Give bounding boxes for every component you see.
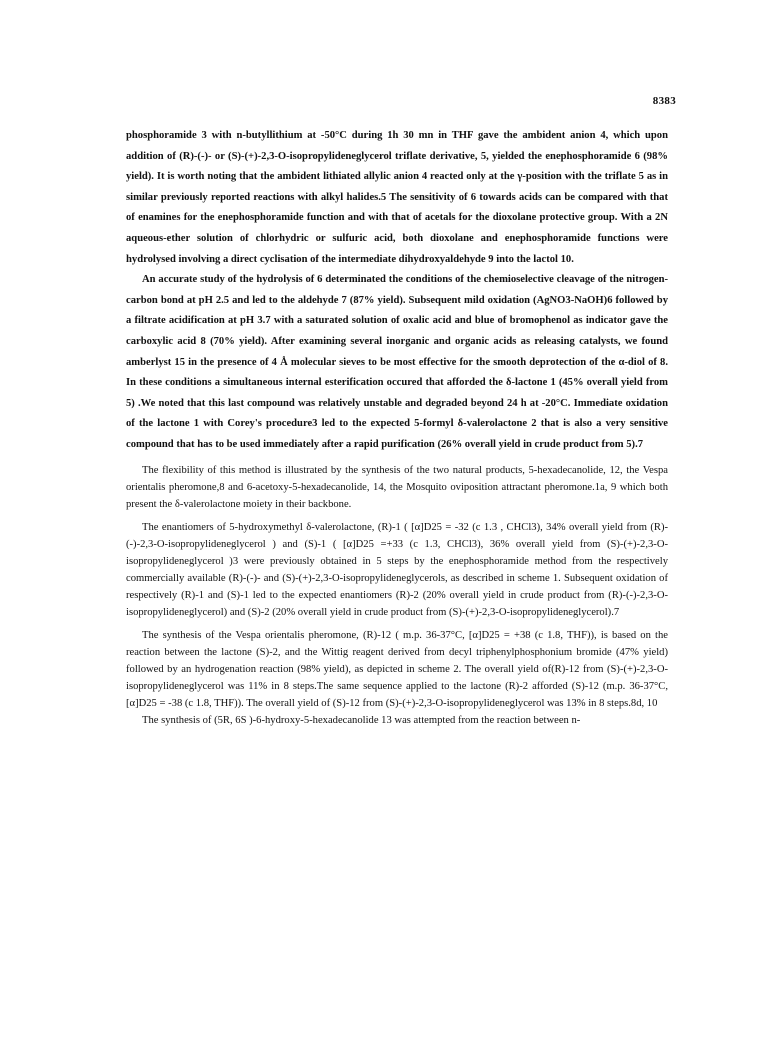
- paragraph-2: An accurate study of the hydrolysis of 6 determinated the conditions of the chemioselective cleavage of the nitrogen-carbon bond at pH 2.5 and led to the aldehyde 7 (87% yield). Subsequent mild oxidation (AgNO3-NaOH)6 followed by a filtrate acidification at pH 3.7 with a saturated solution of oxalic acid and blue of bromophenol as indicator gave the carboxylic acid 8 (70% yield). After examining several inorganic and organic acids as releasing catalysts, we found amberlyst 15 in the presence of 4 Å molecular sieves to be most effective for the smooth deprotection of the α-diol of 8. In these conditions a simultaneous internal esterification occured that afforded the δ-lactone 1 (45% overall yield from 5) .We noted that this last compound was relatively unstable and degraded beyond 24 h at -20°C. Immediate oxidation of the lactone 1 with Corey's procedure3 led to the expected 5-formyl δ-valerolactone 2 that is also a very sensitive compound that has to be used immediately after a rapid purification (26% overall yield in crude product from 5).7: [126, 274, 668, 450]
- paragraph-4: The enantiomers of 5-hydroxymethyl δ-valerolactone, (R)-1 ( [α]D25 = -32 (c 1.3 , CHCl3), 34% overall yield from (R)-(-)-2,3-O-isopropylideneglycerol ) and (S)-1 ( [α]D25 =+33 (c 1.3, CHCl3), 36% overall yield from (S)-(+)-2,3-O-isopropylideneglycerol )3 were previously obtained in 5 steps by the enephosphoramide method from the respectively commercially available (R)-(-)- and (S)-(+)-2,3-O-isopropylideneglycerols, as described in scheme 1. Subsequent oxidation of respectively (R)-1 and (S)-1 led to the expected enantiomers (R)-2 (20% overall yield in crude product from (R)-(-)-2,3-O-isopropylideneglycerol) and (S)-2 (20% overall yield in crude product from (S)-(+)-2,3-O-isopropylideneglycerol).7: [126, 521, 668, 618]
- paragraph-5: The synthesis of the Vespa orientalis pheromone, (R)-12 ( m.p. 36-37°C, [α]D25 = +38 (c 1.8, THF)), is based on the reaction between the lactone (S)-2, and the Wittig reagent derived from decyl triphenylphosphonium bromide (47% yield) followed by an hydrogenation reaction (98% yield), as depicted in scheme 2. The overall yield of(R)-12 from (S)-(+)-2,3-O-isopropylideneglycerol was 11% in 8 steps.The same sequence applied to the lactone (R)-2 afforded (S)-12 (m.p. 36-37°C, [α]D25 = -38 (c 1.8, THF)). The overall yield of (S)-12 from (S)-(+)-2,3-O-isopropylideneglycerol was 13% in 8 steps.8d, 10: [126, 629, 668, 709]
- paragraph-3: The flexibility of this method is illustrated by the synthesis of the two natural products, 5-hexadecanolide, 12, the Vespa orientalis pheromone,8 and 6-acetoxy-5-hexadecanolide, 14, the Mosquito oviposition attractant pheromone.1a, 9 which both present the δ-valerolactone moiety in their backbone.: [126, 464, 668, 510]
- page-number: 8383: [652, 95, 676, 107]
- paragraph-6: The synthesis of (5R, 6S )-6-hydroxy-5-hexadecanolide 13 was attempted from the reaction between n-: [142, 714, 581, 726]
- paragraph-1: phosphoramide 3 with n-butyllithium at -50°C during 1h 30 mn in THF gave the ambident anion 4, which upon addition of (R)-(-)- or (S)-(+)-2,3-O-isopropylideneglycerol triflate derivative, 5, yielded the enephosphoramide 6 (98% yield). It is worth noting that the ambident lithiated allylic anion 4 reacted only at the γ-position with the triflate 5 as in similar previously reported reactions with alkyl halides.5 The sensitivity of 6 towards acids can be compared with that of enamines for the enephosphoramide function and with that of acetals for the dioxolane protective group. With a 2N aqueous-ether solution of chlorhydric or sulfuric acid, both dioxolane and enephosphoramide functions were hydrolysed involving a direct cyclisation of the intermediate dihydroxyaldehyde 9 into the lactol 10.: [126, 130, 668, 265]
- article-body: [126, 126, 668, 729]
